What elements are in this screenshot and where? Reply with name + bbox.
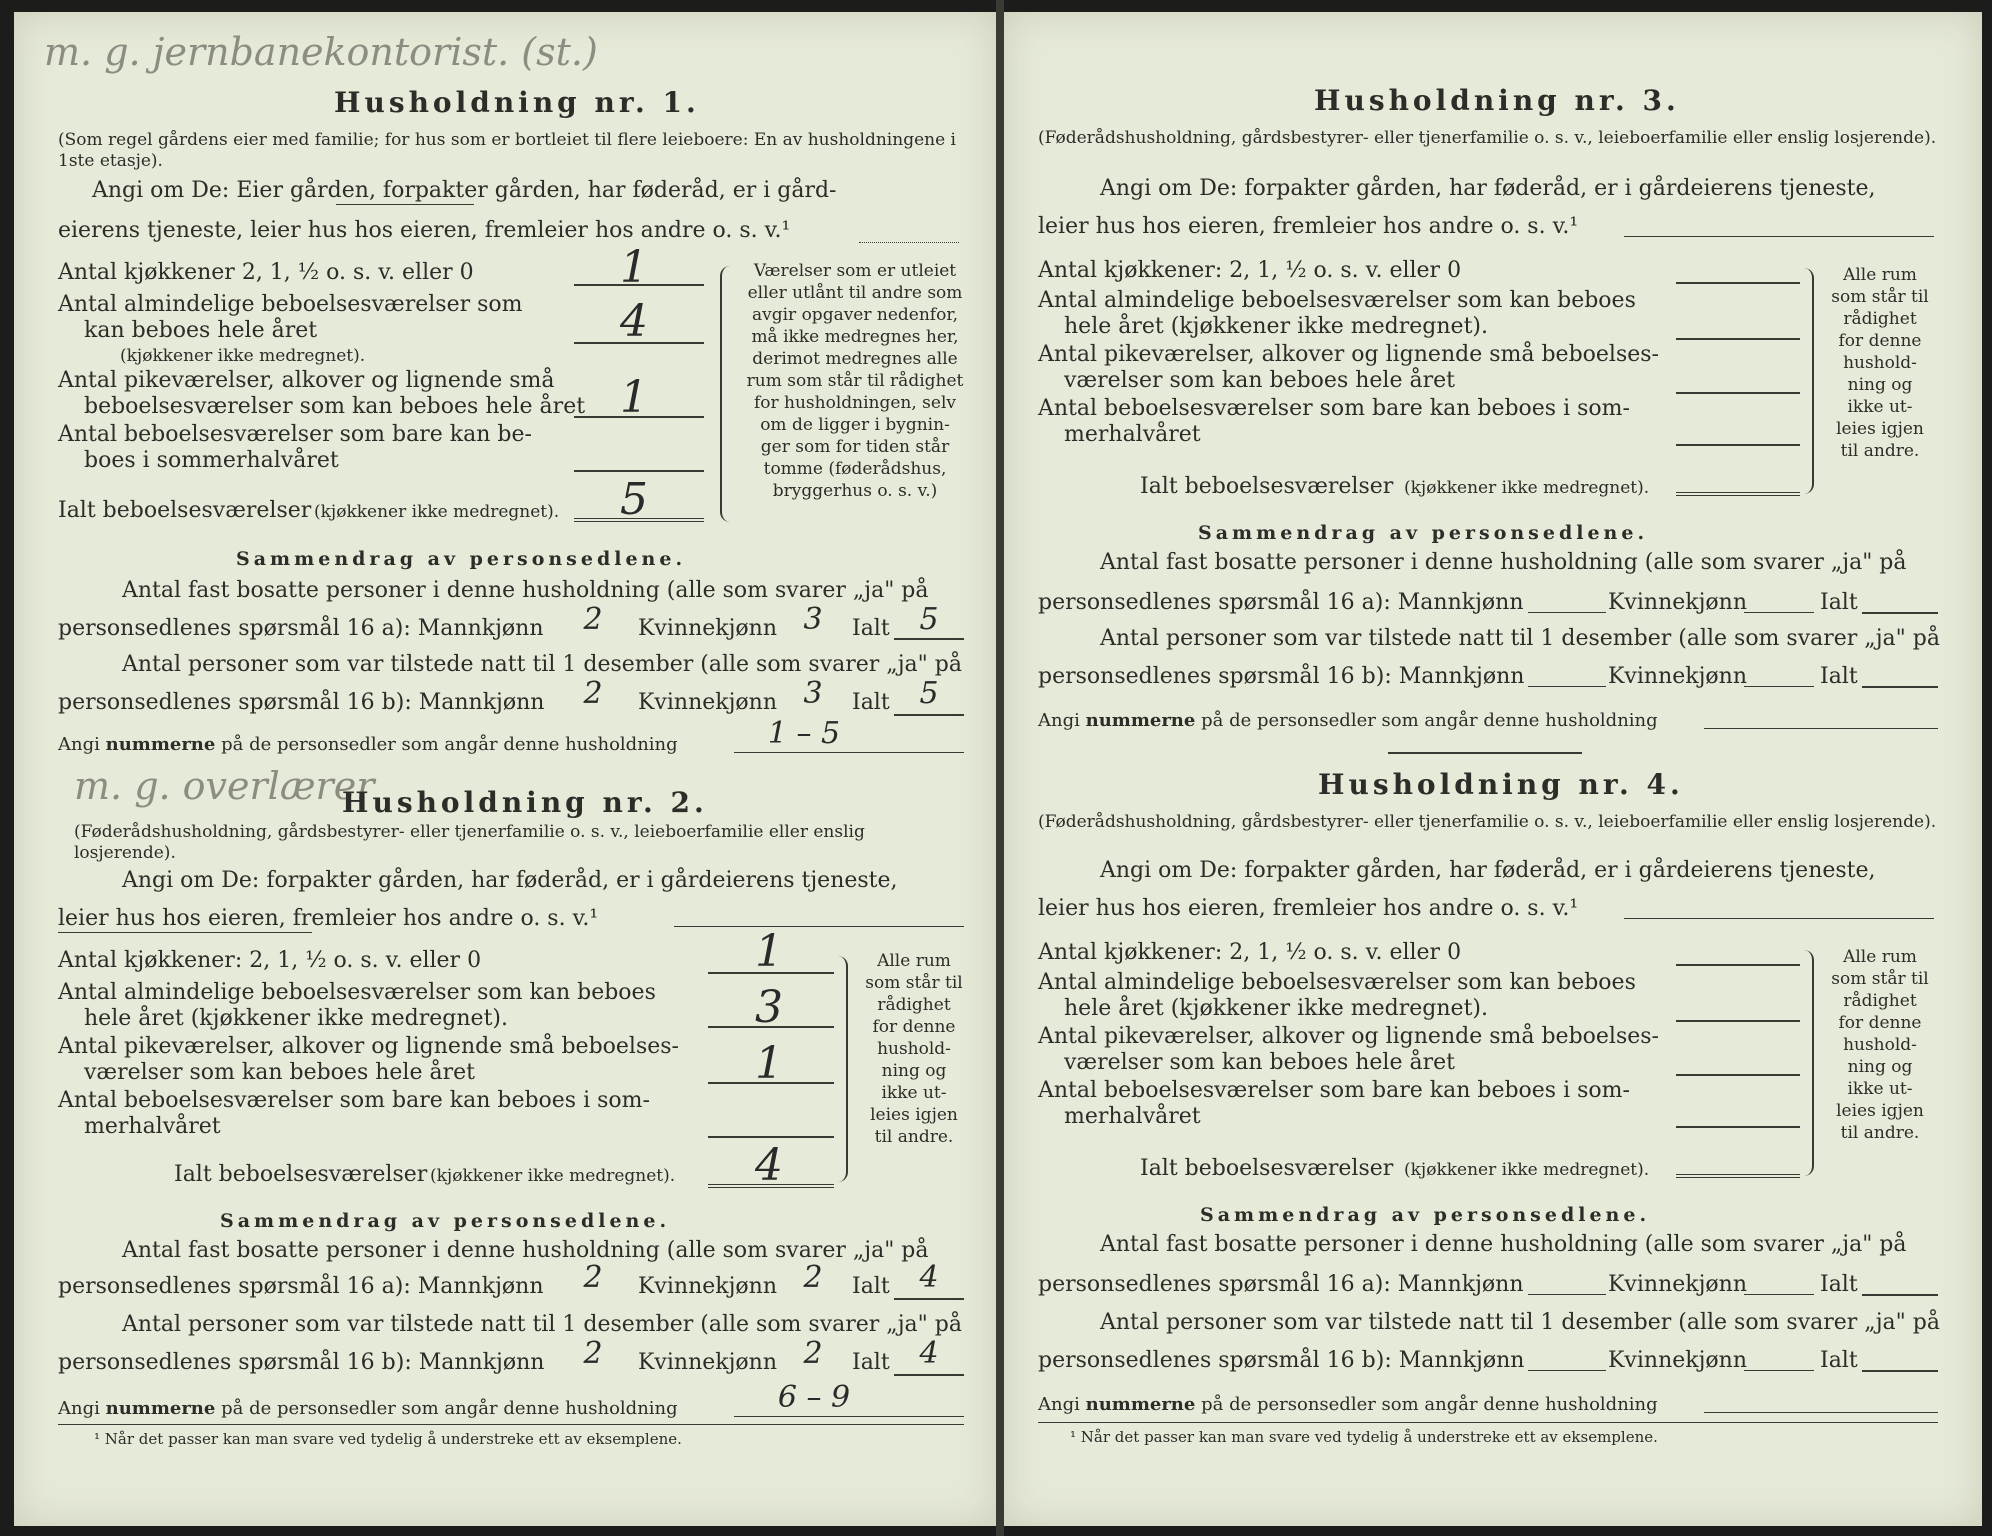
handwritten-annotation-2: m. g. overlærer: [74, 764, 375, 808]
h1-alm-label1: Antal almindelige beboelsesværelser som: [58, 292, 523, 317]
h3-kjokken-label: Antal kjøkkener: 2, 1, ½ o. s. v. eller 0: [1038, 258, 1462, 283]
h4-angi-line1: Angi om De: forpakter gården, har føderåd, er i gårdeierens tjeneste,: [1100, 858, 1876, 883]
h4-tilst-kvinne-label: Kvinnekjønn: [1608, 1348, 1747, 1373]
h1-sommer-label2: boes i sommerhalvåret: [84, 448, 339, 473]
h2-fast-ialt: 4: [919, 1260, 939, 1295]
h1-intro: (Som regel gårdens eier med familie; for hus som er bortleiet til flere leieboere: En av husholdningene i 1ste etasje).: [58, 130, 956, 171]
h1-angi-line2: eierens tjeneste, leier hus hos eieren, fremleier hos andre o. s. v.¹: [58, 218, 791, 243]
h2-nummer-row: [58, 1398, 678, 1419]
h4-fast-line2: personsedlenes spørsmål 16 a): Mannkjønn: [1038, 1272, 1524, 1297]
h3-nr-line: [1704, 728, 1938, 729]
h3-ialt-note: (kjøkkener ikke medregnet).: [1404, 478, 1650, 498]
h3-pike-label1: Antal pikeværelser, alkover og lignende små beboelses-: [1038, 342, 1659, 367]
h3-fast-mann-line: [1528, 612, 1606, 613]
h4-ialt-label: Ialt beboelsesværelser: [1140, 1156, 1394, 1181]
h1-alm-line: [574, 342, 704, 344]
h2-ialt-line: [708, 1184, 834, 1188]
h1-ialt-label: Ialt beboelsesværelser: [58, 498, 312, 523]
h3-tilst-kvinne-label: Kvinnekjønn: [1608, 664, 1747, 689]
h2-fast-kvinne-label: Kvinnekjønn: [638, 1274, 777, 1299]
section-divider: [1388, 752, 1582, 754]
h4-pike-label2: værelser som kan beboes hele året: [1064, 1050, 1455, 1075]
h3-tilst-mann-line: [1528, 686, 1606, 687]
h2-ialt-label: Ialt beboelsesværelser: [174, 1162, 428, 1187]
h4-kjokken-label: Antal kjøkkener: 2, 1, ½ o. s. v. eller 0: [1038, 940, 1462, 965]
h2-nr-post: på de personsedler som angår denne husholdning: [221, 1398, 678, 1419]
h3-side-note: Alle rum som står til rådighet for denne hushold- ning og ikke ut- leies igjen til andre.: [1831, 265, 1929, 461]
h1-angi-line1: Angi om De: Eier gården, forpakter gården, har føderåd, er i gård-: [92, 178, 837, 203]
h2-ialt-value: 4: [755, 1140, 783, 1191]
h1-nr-pre: Angi: [58, 734, 100, 755]
h1-fast-ialt-line: [894, 638, 964, 640]
h2-tilst-mann: 2: [583, 1336, 603, 1371]
h1-sammendrag: Sammendrag av personsedlene.: [236, 548, 687, 570]
h1-kjokken-value: 1: [620, 242, 648, 293]
h4-fast-kvinne-label: Kvinnekjønn: [1608, 1272, 1747, 1297]
h4-intro: (Føderådshusholdning, gårdsbestyrer- eller tjenerfamilie o. s. v., leieboerfamilie eller enslig losjerende).: [1038, 812, 1937, 832]
h4-alm-label2: hele året (kjøkkener ikke medregnet).: [1064, 996, 1488, 1021]
h4-tilst-kvinne-line: [1744, 1370, 1814, 1371]
h1-alm-label3: (kjøkkener ikke medregnet).: [120, 346, 366, 366]
h2-tilst-ialt: 4: [919, 1336, 939, 1371]
h2-sommer-label1: Antal beboelsesværelser som bare kan beboes i som-: [58, 1088, 650, 1113]
h1-pike-label2: beboelsesværelser som kan beboes hele året: [84, 394, 586, 419]
h2-fast-line2: personsedlenes spørsmål 16 a): Mannkjønn: [58, 1274, 544, 1299]
h2-tilst-kvinne-label: Kvinnekjønn: [638, 1350, 777, 1375]
h2-nr-line: [734, 1416, 964, 1417]
h4-tilst-ialt-line: [1862, 1370, 1938, 1372]
h4-sommer-line: [1676, 1126, 1800, 1128]
h2-fast-ialt-label: Ialt: [852, 1274, 890, 1299]
h4-nr-post: på de personsedler som angår denne husholdning: [1201, 1394, 1658, 1415]
h2-fast-ialt-line: [894, 1298, 964, 1300]
h3-sommer-label1: Antal beboelsesværelser som bare kan beboes i som-: [1038, 396, 1630, 421]
h1-pike-value: 1: [620, 372, 648, 423]
h2-pike-label1: Antal pikeværelser, alkover og lignende små beboelses-: [58, 1034, 679, 1059]
h2-tilst-line2: personsedlenes spørsmål 16 b): Mannkjønn: [58, 1350, 545, 1375]
h2-kjokken-label: Antal kjøkkener: 2, 1, ½ o. s. v. eller 0: [58, 948, 482, 973]
h2-fast-kvinne: 2: [803, 1260, 823, 1295]
h1-tilst-ialt-label: Ialt: [852, 690, 890, 715]
h3-alm-line: [1676, 338, 1800, 340]
h4-side-note: Alle rum som står til rådighet for denne hushold- ning og ikke ut- leies igjen til andre.: [1831, 947, 1929, 1143]
h2-sommer-label2: merhalvåret: [84, 1114, 221, 1139]
h4-sommer-label1: Antal beboelsesværelser som bare kan beboes i som-: [1038, 1078, 1630, 1103]
h2-nr-bold: nummerne: [105, 1398, 216, 1419]
h2-nr-pre: Angi: [58, 1398, 100, 1419]
h1-tilst-mann: 2: [583, 676, 603, 711]
h2-tilst-ialt-label: Ialt: [852, 1350, 890, 1375]
h4-tilst-line2: personsedlenes spørsmål 16 b): Mannkjønn: [1038, 1348, 1525, 1373]
footnote-rule-left: [58, 1424, 964, 1425]
h3-tilst-line1: Antal personer som var tilstede natt til 1 desember (alle som svarer „ja" på: [1100, 626, 1940, 651]
h4-sommer-label2: merhalvåret: [1064, 1104, 1201, 1129]
h1-sommer-label1: Antal beboelsesværelser som bare kan be-: [58, 422, 532, 447]
h4-ialt-line: [1676, 1174, 1800, 1178]
h2-tilst-kvinne: 2: [803, 1336, 823, 1371]
h1-eier-underline: [336, 204, 474, 205]
h3-title: Husholdning nr. 3.: [1314, 84, 1680, 117]
footnote-right: ¹ Når det passer kan man svare ved tydelig å understreke ett av eksemplene.: [1070, 1428, 1658, 1446]
h4-fast-kvinne-line: [1744, 1294, 1814, 1295]
h2-alm-value: 3: [755, 982, 783, 1033]
h4-tilst-mann-line: [1528, 1370, 1606, 1371]
h2-intro: (Føderådshusholdning, gårdsbestyrer- eller tjenerfamilie o. s. v., leieboerfamilie eller enslig losjerende).: [74, 822, 865, 863]
h4-tilst-ialt-label: Ialt: [1820, 1348, 1858, 1373]
h2-side-note: Alle rum som står til rådighet for denne hushold- ning og ikke ut- leies igjen til andre.: [865, 951, 963, 1147]
h4-ialt-note: (kjøkkener ikke medregnet).: [1404, 1160, 1650, 1180]
h1-sommer-line: [574, 470, 704, 472]
h2-kjokken-line: [708, 972, 834, 974]
h4-tilst-line1: Antal personer som var tilstede natt til 1 desember (alle som svarer „ja" på: [1100, 1310, 1940, 1335]
book-spine: [996, 0, 1004, 1536]
h2-fast-mann: 2: [583, 1260, 603, 1295]
h2-angi-line2: leier hus hos eieren, fremleier hos andre o. s. v.¹: [58, 906, 599, 931]
h2-ialt-note: (kjøkkener ikke medregnet).: [430, 1166, 676, 1186]
h2-fast-line1: Antal fast bosatte personer i denne husholdning (alle som svarer „ja" på: [122, 1238, 929, 1263]
h1-pike-label1: Antal pikeværelser, alkover og lignende små: [58, 368, 555, 393]
h2-sammendrag: Sammendrag av personsedlene.: [220, 1210, 671, 1232]
h3-sommer-label2: merhalvåret: [1064, 422, 1201, 447]
h4-fast-line1: Antal fast bosatte personer i denne husholdning (alle som svarer „ja" på: [1100, 1232, 1907, 1257]
h3-ialt-label: Ialt beboelsesværelser: [1140, 474, 1394, 499]
h3-pike-line: [1676, 392, 1800, 394]
h1-kjokken-label: Antal kjøkkener 2, 1, ½ o. s. v. eller 0: [58, 260, 474, 285]
h3-tilst-ialt-label: Ialt: [1820, 664, 1858, 689]
h1-fast-ialt: 5: [919, 602, 939, 637]
h3-fast-line1: Antal fast bosatte personer i denne husholdning (alle som svarer „ja" på: [1100, 550, 1907, 575]
h3-tilst-ialt-line: [1862, 686, 1938, 688]
h1-tilst-kvinne: 3: [803, 676, 823, 711]
h1-fast-line2: personsedlenes spørsmål 16 a): Mannkjønn: [58, 616, 544, 641]
h4-alm-label1: Antal almindelige beboelsesværelser som kan beboes: [1038, 970, 1636, 995]
h4-kjokken-line: [1676, 964, 1800, 966]
h2-leier-underline: [58, 932, 312, 933]
h3-fast-ialt-line: [1862, 612, 1938, 614]
h3-fast-line2: personsedlenes spørsmål 16 a): Mannkjønn: [1038, 590, 1524, 615]
h2-pike-line: [708, 1082, 834, 1084]
h1-nummer-row: [58, 734, 678, 755]
h4-angi-line2: leier hus hos eieren, fremleier hos andre o. s. v.¹: [1038, 896, 1579, 921]
h3-nr-bold: nummerne: [1085, 710, 1196, 731]
h1-nr-bold: nummerne: [105, 734, 216, 755]
h2-sommer-line: [708, 1136, 834, 1138]
h1-nr-value: 1 – 5: [767, 716, 841, 751]
h2-pike-value: 1: [755, 1038, 783, 1089]
h2-brace: [836, 956, 848, 1182]
h1-alm-label2: kan beboes hele året: [84, 318, 318, 343]
h4-fast-ialt-line: [1862, 1294, 1938, 1296]
h3-tilst-line2: personsedlenes spørsmål 16 b): Mannkjønn: [1038, 664, 1525, 689]
h3-angi-line1: Angi om De: forpakter gården, har føderåd, er i gårdeierens tjeneste,: [1100, 176, 1876, 201]
h4-nr-pre: Angi: [1038, 1394, 1080, 1415]
h2-tilst-line1: Antal personer som var tilstede natt til 1 desember (alle som svarer „ja" på: [122, 1312, 962, 1337]
h2-angi-line1: Angi om De: forpakter gården, har føderåd, er i gårdeierens tjeneste,: [122, 868, 898, 893]
h1-fast-ialt-label: Ialt: [852, 616, 890, 641]
h3-intro: (Føderådshusholdning, gårdsbestyrer- eller tjenerfamilie o. s. v., leieboerfamilie eller enslig losjerende).: [1038, 128, 1937, 148]
h1-fast-kvinne: 3: [803, 602, 823, 637]
h1-alm-value: 4: [620, 296, 648, 347]
h4-title: Husholdning nr. 4.: [1318, 768, 1684, 801]
h3-angi-fill: [1624, 236, 1934, 237]
h3-sammendrag: Sammendrag av personsedlene.: [1198, 522, 1649, 544]
h1-tilst-line1: Antal personer som var tilstede natt til 1 desember (alle som svarer „ja" på: [122, 652, 962, 677]
h1-kjokken-line: [574, 284, 704, 286]
h1-tilst-ialt-line: [894, 714, 964, 716]
h3-brace: [1802, 268, 1814, 494]
h3-pike-label2: værelser som kan beboes hele året: [1064, 368, 1455, 393]
h4-alm-line: [1676, 1020, 1800, 1022]
h4-fast-ialt-label: Ialt: [1820, 1272, 1858, 1297]
h1-angi-fill: [859, 242, 959, 243]
h4-pike-label1: Antal pikeværelser, alkover og lignende små beboelses-: [1038, 1024, 1659, 1049]
handwritten-annotation-1: m. g. jernbanekontorist. (st.): [44, 30, 598, 74]
h3-alm-label1: Antal almindelige beboelsesværelser som kan beboes: [1038, 288, 1636, 313]
h3-kjokken-line: [1676, 282, 1800, 284]
h4-angi-fill: [1624, 918, 1934, 919]
h1-tilst-ialt: 5: [919, 676, 939, 711]
h4-brace: [1802, 950, 1814, 1176]
h3-fast-kvinne-label: Kvinnekjønn: [1608, 590, 1747, 615]
footnote-left: ¹ Når det passer kan man svare ved tydelig å understreke ett av eksemplene.: [94, 1430, 682, 1448]
h4-nr-line: [1704, 1412, 1938, 1413]
h4-sammendrag: Sammendrag av personsedlene.: [1200, 1204, 1651, 1226]
h1-fast-line1: Antal fast bosatte personer i denne husholdning (alle som svarer „ja" på: [122, 578, 929, 603]
right-page: [1004, 12, 1982, 1526]
left-page: [14, 12, 996, 1526]
h1-title: Husholdning nr. 1.: [334, 86, 700, 119]
h4-pike-line: [1676, 1074, 1800, 1076]
h3-tilst-kvinne-line: [1744, 686, 1814, 687]
h1-ialt-note: (kjøkkener ikke medregnet).: [314, 502, 560, 522]
h3-sommer-line: [1676, 444, 1800, 446]
h3-fast-kvinne-line: [1744, 612, 1814, 613]
h1-ialt-value: 5: [620, 474, 648, 525]
h2-kjokken-value: 1: [755, 926, 783, 977]
h4-nummer-row: [1038, 1394, 1658, 1415]
h3-fast-ialt-label: Ialt: [1820, 590, 1858, 615]
h1-side-note: Værelser som er utleiet eller utlånt til andre som avgir opgaver nedenfor, må ikke medregnes her, derimot medregnes alle rum som står til rådighet for husholdningen, selv om de ligger i bygnin- ger som for tiden står tomme (føderådshus, bryggerhus o. s. v.): [746, 261, 964, 501]
h2-tilst-ialt-line: [894, 1374, 964, 1376]
h1-fast-kvinne-label: Kvinnekjønn: [638, 616, 777, 641]
h3-nummer-row: [1038, 710, 1658, 731]
h2-title: Husholdning nr. 2.: [342, 786, 708, 819]
h1-nr-line: [734, 752, 964, 753]
h1-tilst-kvinne-label: Kvinnekjønn: [638, 690, 777, 715]
footnote-rule-right: [1038, 1422, 1938, 1423]
h1-pike-line: [574, 416, 704, 418]
h3-angi-line2: leier hus hos eieren, fremleier hos andre o. s. v.¹: [1038, 214, 1579, 239]
h3-nr-post: på de personsedler som angår denne husholdning: [1201, 710, 1658, 731]
h2-alm-label1: Antal almindelige beboelsesværelser som kan beboes: [58, 980, 656, 1005]
h3-ialt-line: [1676, 492, 1800, 496]
h2-nr-value: 6 – 9: [777, 1380, 851, 1415]
h4-fast-mann-line: [1528, 1294, 1606, 1295]
h3-nr-pre: Angi: [1038, 710, 1080, 731]
h4-nr-bold: nummerne: [1085, 1394, 1196, 1415]
h1-fast-mann: 2: [583, 602, 603, 637]
h2-alm-label2: hele året (kjøkkener ikke medregnet).: [84, 1006, 508, 1031]
h1-ialt-line: [574, 518, 704, 522]
h2-alm-line: [708, 1026, 834, 1028]
h3-alm-label2: hele året (kjøkkener ikke medregnet).: [1064, 314, 1488, 339]
h1-tilst-line2: personsedlenes spørsmål 16 b): Mannkjønn: [58, 690, 545, 715]
h2-pike-label2: værelser som kan beboes hele året: [84, 1060, 475, 1085]
h1-nr-post: på de personsedler som angår denne husholdning: [221, 734, 678, 755]
